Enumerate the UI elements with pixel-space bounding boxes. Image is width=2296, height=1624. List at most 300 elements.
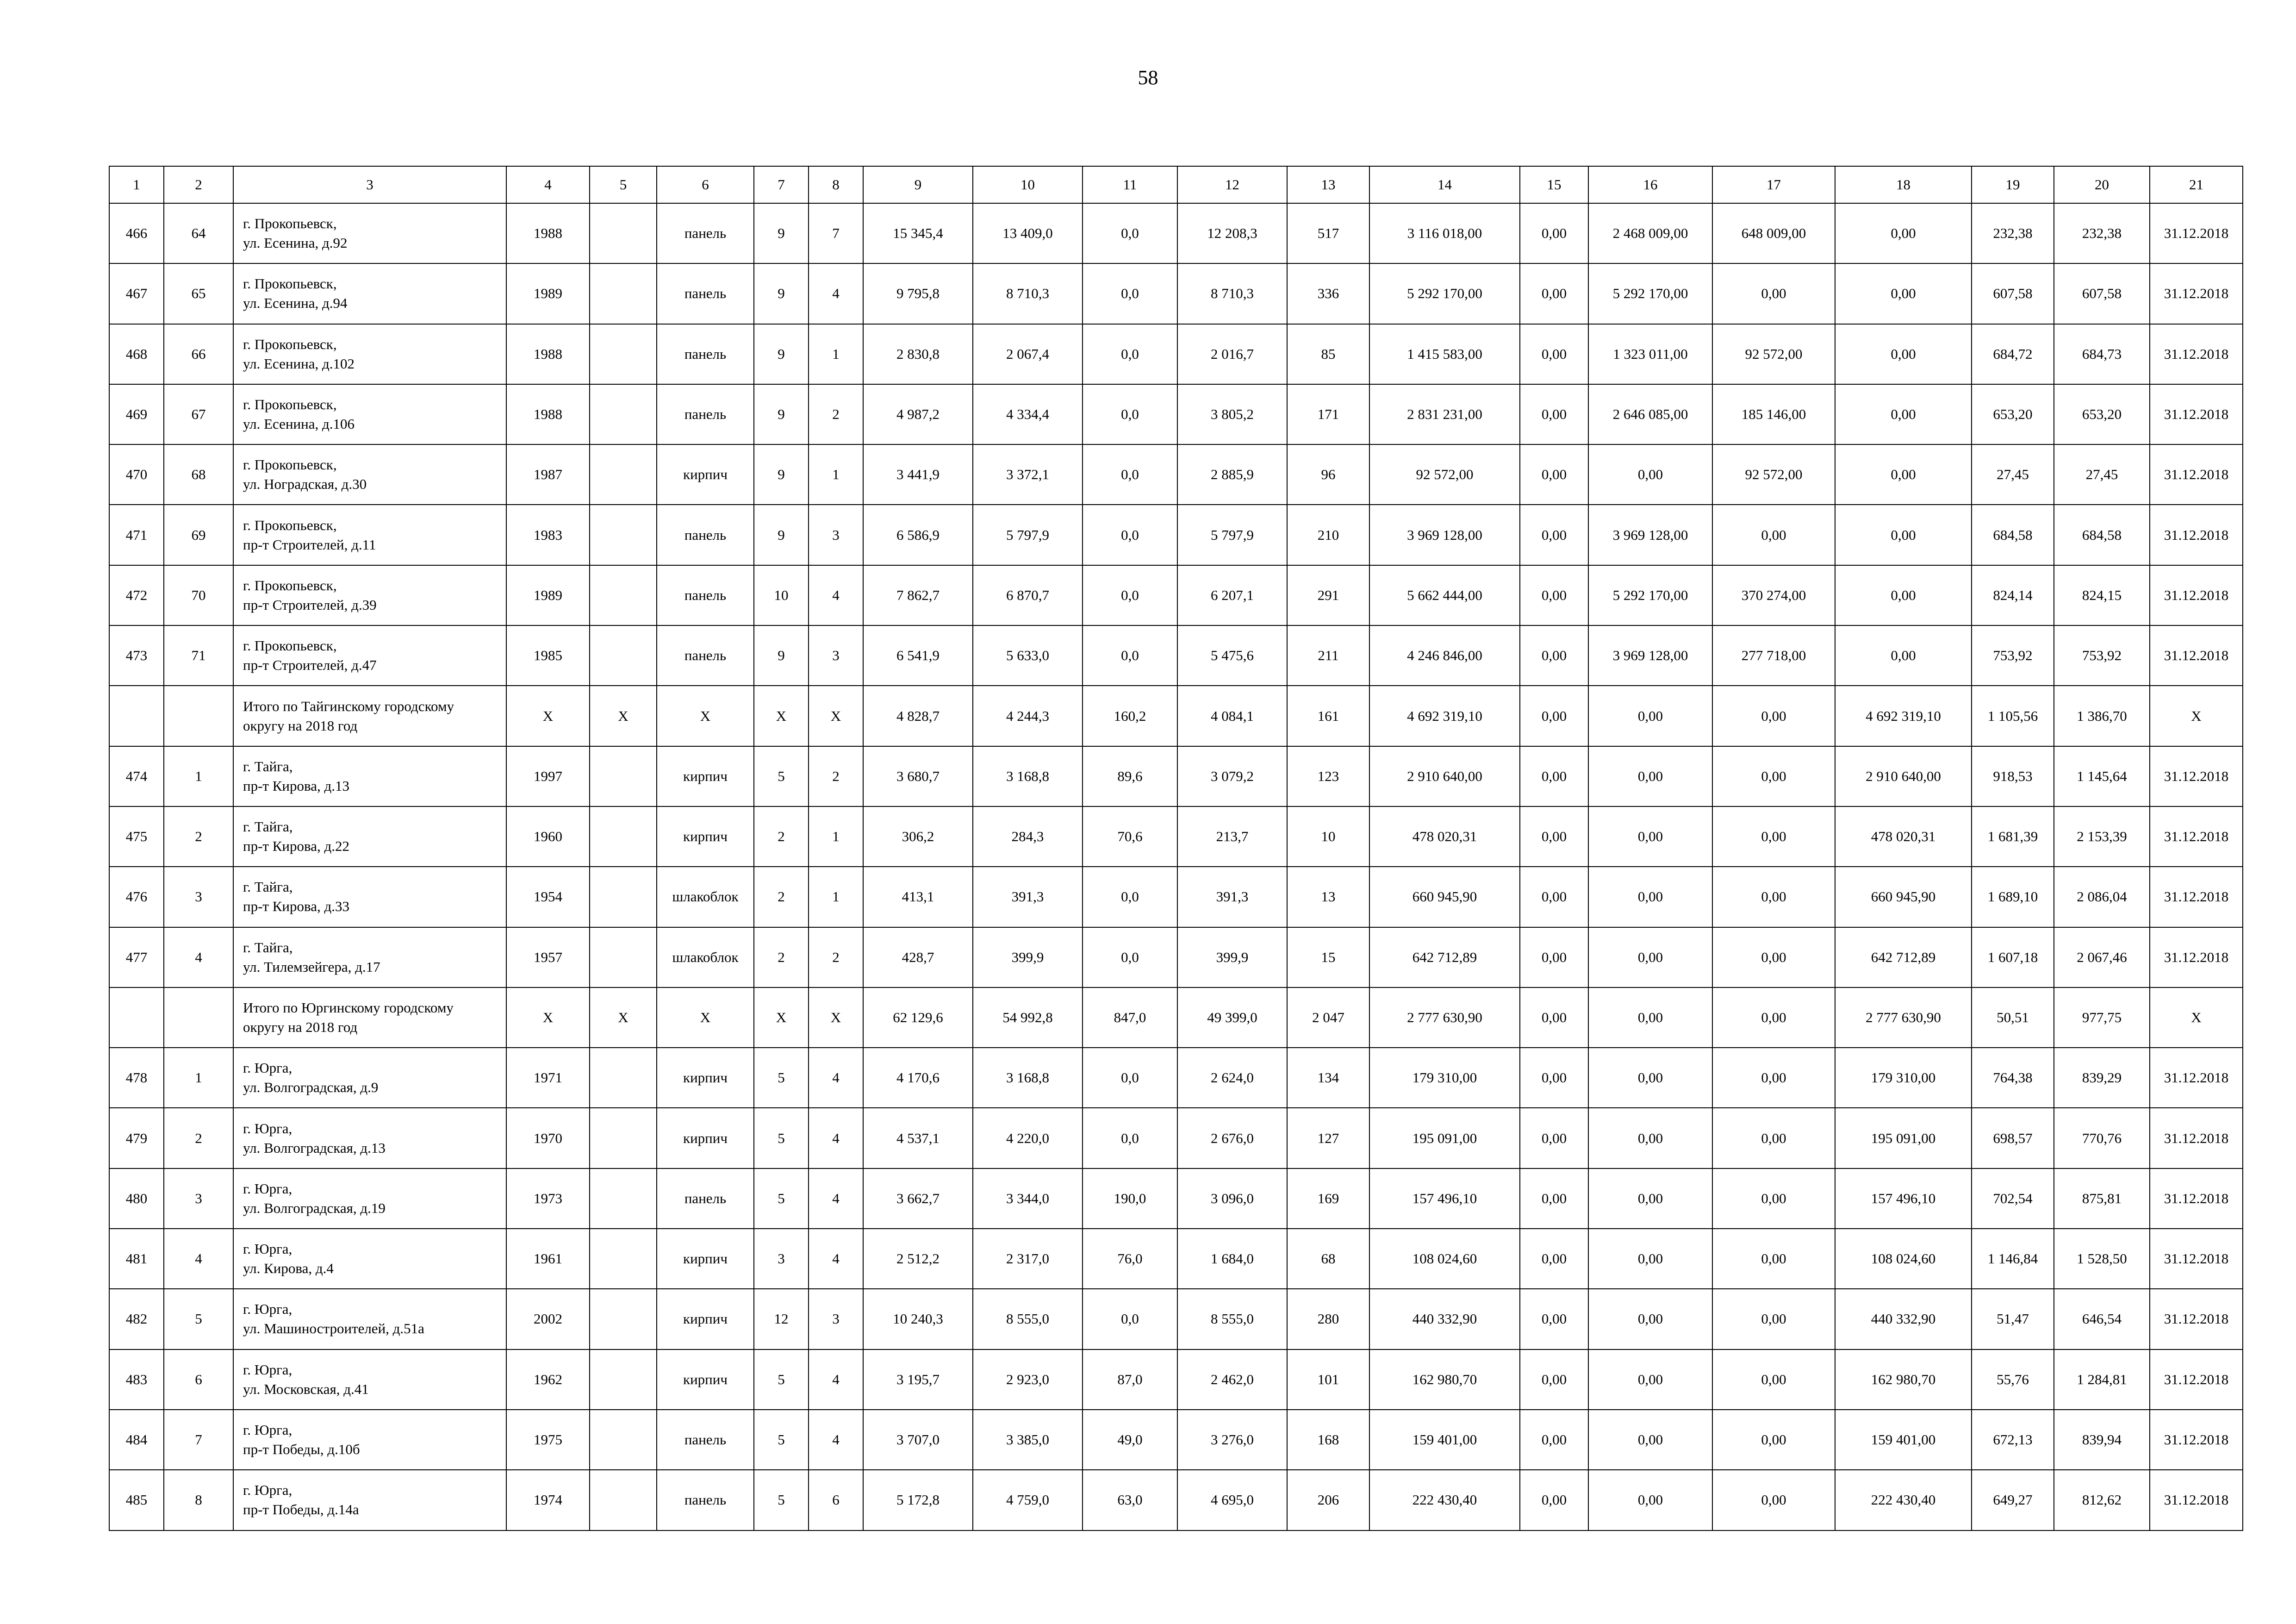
cell-col-16: 0,00 — [1588, 867, 1712, 927]
cell-col-6: кирпич — [657, 444, 754, 505]
cell-col-10: 391,3 — [973, 867, 1083, 927]
cell-col-19: 684,58 — [1972, 505, 2054, 565]
cell-col-18: 478 020,31 — [1835, 806, 1972, 867]
cell-col-9: 4 987,2 — [863, 384, 973, 444]
table-row — [109, 203, 2243, 263]
column-header-9: 9 — [863, 166, 973, 203]
cell-col-7: 5 — [754, 1349, 809, 1410]
address-cell — [233, 1349, 506, 1410]
cell-col-21: 31.12.2018 — [2150, 1470, 2243, 1530]
cell-col-18: 0,00 — [1835, 384, 1972, 444]
cell-col-5 — [590, 384, 657, 444]
cell-col-6: панель — [657, 384, 754, 444]
cell-col-5 — [590, 444, 657, 505]
address-line-2: ул. Волгоградская, д.19 — [243, 1199, 386, 1216]
cell-col-6: кирпич — [657, 1289, 754, 1349]
cell-col-8: 2 — [809, 746, 863, 806]
cell-col-9: 3 662,7 — [863, 1168, 973, 1229]
address-line-2: ул. Ноградская, д.30 — [243, 476, 367, 493]
cell-col-10: 4 334,4 — [973, 384, 1083, 444]
cell-col-4: 1962 — [506, 1349, 590, 1410]
cell-col-8: 4 — [809, 1168, 863, 1229]
cell-col-15: 0,00 — [1520, 1349, 1588, 1410]
cell-col-13: 161 — [1287, 686, 1369, 746]
cell-col-14: 2 777 630,90 — [1369, 987, 1520, 1048]
cell-col-2: 4 — [164, 1229, 233, 1289]
address-line-1: г. Прокопьевск, — [243, 215, 337, 232]
cell-col-5 — [590, 505, 657, 565]
cell-col-14: 478 020,31 — [1369, 806, 1520, 867]
cell-col-9: 4 170,6 — [863, 1048, 973, 1108]
cell-col-11: 87,0 — [1083, 1349, 1177, 1410]
cell-col-7: 5 — [754, 746, 809, 806]
cell-col-7: 9 — [754, 384, 809, 444]
address-cell — [233, 324, 506, 384]
cell-col-11: 0,0 — [1083, 625, 1177, 686]
cell-col-6: шлакоблок — [657, 867, 754, 927]
table-row — [109, 625, 2243, 686]
cell-col-14: 4 246 846,00 — [1369, 625, 1520, 686]
cell-col-12: 3 079,2 — [1177, 746, 1287, 806]
address-line-1: г. Юрга, — [243, 1301, 292, 1318]
cell-col-11: 0,0 — [1083, 565, 1177, 625]
cell-col-6: панель — [657, 263, 754, 324]
cell-col-19: 1 105,56 — [1972, 686, 2054, 746]
cell-col-4: 1983 — [506, 505, 590, 565]
cell-col-14: 222 430,40 — [1369, 1470, 1520, 1530]
cell-col-13: 210 — [1287, 505, 1369, 565]
cell-col-8: 1 — [809, 444, 863, 505]
cell-col-8: 4 — [809, 1229, 863, 1289]
cell-col-18: 159 401,00 — [1835, 1410, 1972, 1470]
cell-col-6: кирпич — [657, 1229, 754, 1289]
cell-col-4: 1975 — [506, 1410, 590, 1470]
table-row — [109, 444, 2243, 505]
cell-col-10: 3 372,1 — [973, 444, 1083, 505]
cell-col-5 — [590, 1470, 657, 1530]
cell-col-7: 9 — [754, 625, 809, 686]
cell-col-10: 4 220,0 — [973, 1108, 1083, 1168]
subtotal-row — [109, 686, 2243, 746]
cell-col-19: 702,54 — [1972, 1168, 2054, 1229]
cell-col-8: 3 — [809, 505, 863, 565]
cell-col-11: 0,0 — [1083, 384, 1177, 444]
cell-col-16: 3 969 128,00 — [1588, 625, 1712, 686]
cell-col-1 — [109, 686, 164, 746]
cell-col-4: 1970 — [506, 1108, 590, 1168]
address-line-2: пр-т Кирова, д.22 — [243, 838, 349, 855]
cell-col-8: X — [809, 686, 863, 746]
cell-col-15: 0,00 — [1520, 444, 1588, 505]
address-line-2: пр-т Строителей, д.11 — [243, 536, 376, 553]
cell-col-9: 413,1 — [863, 867, 973, 927]
cell-col-4: 1954 — [506, 867, 590, 927]
column-header-17: 17 — [1712, 166, 1835, 203]
cell-col-16: 0,00 — [1588, 1168, 1712, 1229]
cell-col-15: 0,00 — [1520, 263, 1588, 324]
cell-col-14: 162 980,70 — [1369, 1349, 1520, 1410]
cell-col-6: X — [657, 987, 754, 1048]
address-cell — [233, 746, 506, 806]
cell-col-10: 13 409,0 — [973, 203, 1083, 263]
cell-col-1: 477 — [109, 927, 164, 987]
cell-col-20: 2 086,04 — [2054, 867, 2150, 927]
address-line-1: Итого по Юргинскому городскому — [243, 999, 454, 1016]
cell-col-19: 55,76 — [1972, 1349, 2054, 1410]
cell-col-21: 31.12.2018 — [2150, 1048, 2243, 1108]
cell-col-19: 232,38 — [1972, 203, 2054, 263]
cell-col-4: 1974 — [506, 1470, 590, 1530]
cell-col-16: 0,00 — [1588, 927, 1712, 987]
cell-col-1: 472 — [109, 565, 164, 625]
cell-col-11: 0,0 — [1083, 444, 1177, 505]
cell-col-17: 0,00 — [1712, 1108, 1835, 1168]
column-header-21: 21 — [2150, 166, 2243, 203]
cell-col-13: 85 — [1287, 324, 1369, 384]
cell-col-6: кирпич — [657, 806, 754, 867]
address-cell — [233, 867, 506, 927]
column-header-8: 8 — [809, 166, 863, 203]
cell-col-15: 0,00 — [1520, 927, 1588, 987]
cell-col-1: 471 — [109, 505, 164, 565]
address-line-1: г. Юрга, — [243, 1241, 292, 1257]
cell-col-16: 0,00 — [1588, 444, 1712, 505]
cell-col-10: 3 344,0 — [973, 1168, 1083, 1229]
cell-col-5 — [590, 746, 657, 806]
cell-col-21: 31.12.2018 — [2150, 927, 2243, 987]
cell-col-17: 92 572,00 — [1712, 324, 1835, 384]
cell-col-6: кирпич — [657, 746, 754, 806]
cell-col-8: 4 — [809, 1349, 863, 1410]
cell-col-18: 0,00 — [1835, 565, 1972, 625]
cell-col-5 — [590, 203, 657, 263]
cell-col-16: 0,00 — [1588, 1470, 1712, 1530]
cell-col-20: 607,58 — [2054, 263, 2150, 324]
cell-col-4: 1957 — [506, 927, 590, 987]
cell-col-17: 0,00 — [1712, 1048, 1835, 1108]
address-cell — [233, 203, 506, 263]
cell-col-4: 1960 — [506, 806, 590, 867]
cell-col-19: 698,57 — [1972, 1108, 2054, 1168]
address-line-1: г. Юрга, — [243, 1120, 292, 1137]
cell-col-14: 4 692 319,10 — [1369, 686, 1520, 746]
cell-col-2 — [164, 987, 233, 1048]
cell-col-5 — [590, 1349, 657, 1410]
cell-col-13: 15 — [1287, 927, 1369, 987]
address-cell — [233, 1108, 506, 1168]
cell-col-16: 2 646 085,00 — [1588, 384, 1712, 444]
cell-col-8: X — [809, 987, 863, 1048]
cell-col-11: 0,0 — [1083, 324, 1177, 384]
table-row — [109, 1108, 2243, 1168]
cell-col-10: 2 317,0 — [973, 1229, 1083, 1289]
cell-col-10: 284,3 — [973, 806, 1083, 867]
address-line-1: г. Юрга, — [243, 1180, 292, 1197]
cell-col-1: 481 — [109, 1229, 164, 1289]
cell-col-11: 76,0 — [1083, 1229, 1177, 1289]
cell-col-16: 0,00 — [1588, 806, 1712, 867]
cell-col-17: 0,00 — [1712, 1168, 1835, 1229]
cell-col-8: 6 — [809, 1470, 863, 1530]
cell-col-12: 213,7 — [1177, 806, 1287, 867]
table-row — [109, 505, 2243, 565]
cell-col-19: 1 689,10 — [1972, 867, 2054, 927]
address-cell — [233, 1470, 506, 1530]
cell-col-5 — [590, 1168, 657, 1229]
cell-col-9: 7 862,7 — [863, 565, 973, 625]
cell-col-13: 169 — [1287, 1168, 1369, 1229]
cell-col-11: 0,0 — [1083, 203, 1177, 263]
cell-col-1: 485 — [109, 1470, 164, 1530]
cell-col-2: 67 — [164, 384, 233, 444]
cell-col-10: 2 923,0 — [973, 1349, 1083, 1410]
cell-col-2: 2 — [164, 806, 233, 867]
address-cell — [233, 444, 506, 505]
cell-col-18: 0,00 — [1835, 203, 1972, 263]
cell-col-18: 222 430,40 — [1835, 1470, 1972, 1530]
cell-col-4: X — [506, 686, 590, 746]
cell-col-14: 660 945,90 — [1369, 867, 1520, 927]
cell-col-21: 31.12.2018 — [2150, 806, 2243, 867]
cell-col-2: 68 — [164, 444, 233, 505]
cell-col-2: 65 — [164, 263, 233, 324]
cell-col-16: 0,00 — [1588, 1229, 1712, 1289]
cell-col-4: 1988 — [506, 384, 590, 444]
address-line-2: пр-т Победы, д.10б — [243, 1441, 360, 1458]
cell-col-9: 3 441,9 — [863, 444, 973, 505]
cell-col-6: кирпич — [657, 1108, 754, 1168]
cell-col-14: 92 572,00 — [1369, 444, 1520, 505]
cell-col-11: 63,0 — [1083, 1470, 1177, 1530]
cell-col-19: 918,53 — [1972, 746, 2054, 806]
cell-col-18: 195 091,00 — [1835, 1108, 1972, 1168]
cell-col-16: 0,00 — [1588, 987, 1712, 1048]
cell-col-11: 160,2 — [1083, 686, 1177, 746]
cell-col-13: 68 — [1287, 1229, 1369, 1289]
column-header-6: 6 — [657, 166, 754, 203]
cell-col-20: 684,73 — [2054, 324, 2150, 384]
cell-col-21: 31.12.2018 — [2150, 867, 2243, 927]
cell-col-5 — [590, 1229, 657, 1289]
cell-col-7: 5 — [754, 1168, 809, 1229]
cell-col-19: 51,47 — [1972, 1289, 2054, 1349]
cell-col-14: 2 910 640,00 — [1369, 746, 1520, 806]
cell-col-20: 232,38 — [2054, 203, 2150, 263]
address-cell — [233, 927, 506, 987]
cell-col-16: 5 292 170,00 — [1588, 565, 1712, 625]
table-row — [109, 1168, 2243, 1229]
cell-col-4: 1997 — [506, 746, 590, 806]
cell-col-21: 31.12.2018 — [2150, 1410, 2243, 1470]
cell-col-15: 0,00 — [1520, 746, 1588, 806]
cell-col-5 — [590, 1048, 657, 1108]
cell-col-13: 206 — [1287, 1470, 1369, 1530]
cell-col-19: 764,38 — [1972, 1048, 2054, 1108]
cell-col-5 — [590, 927, 657, 987]
cell-col-18: 157 496,10 — [1835, 1168, 1972, 1229]
cell-col-21: X — [2150, 987, 2243, 1048]
table-row — [109, 324, 2243, 384]
cell-col-13: 171 — [1287, 384, 1369, 444]
cell-col-20: 1 386,70 — [2054, 686, 2150, 746]
cell-col-18: 660 945,90 — [1835, 867, 1972, 927]
cell-col-1: 469 — [109, 384, 164, 444]
cell-col-17: 0,00 — [1712, 927, 1835, 987]
cell-col-12: 1 684,0 — [1177, 1229, 1287, 1289]
cell-col-18: 0,00 — [1835, 505, 1972, 565]
cell-col-12: 399,9 — [1177, 927, 1287, 987]
cell-col-19: 27,45 — [1972, 444, 2054, 505]
cell-col-21: 31.12.2018 — [2150, 625, 2243, 686]
cell-col-12: 49 399,0 — [1177, 987, 1287, 1048]
cell-col-17: 648 009,00 — [1712, 203, 1835, 263]
cell-col-12: 2 462,0 — [1177, 1349, 1287, 1410]
cell-col-18: 0,00 — [1835, 625, 1972, 686]
cell-col-9: 306,2 — [863, 806, 973, 867]
column-header-4: 4 — [506, 166, 590, 203]
cell-col-10: 4 244,3 — [973, 686, 1083, 746]
cell-col-20: 812,62 — [2054, 1470, 2150, 1530]
cell-col-4: 1973 — [506, 1168, 590, 1229]
cell-col-21: 31.12.2018 — [2150, 1108, 2243, 1168]
cell-col-16: 5 292 170,00 — [1588, 263, 1712, 324]
cell-col-6: панель — [657, 203, 754, 263]
cell-col-13: 2 047 — [1287, 987, 1369, 1048]
cell-col-1: 484 — [109, 1410, 164, 1470]
cell-col-19: 684,72 — [1972, 324, 2054, 384]
cell-col-11: 0,0 — [1083, 1108, 1177, 1168]
cell-col-2: 4 — [164, 927, 233, 987]
cell-col-20: 839,29 — [2054, 1048, 2150, 1108]
cell-col-15: 0,00 — [1520, 1470, 1588, 1530]
address-line-2: ул. Есенина, д.92 — [243, 235, 348, 251]
address-line-1: г. Юрга, — [243, 1361, 292, 1378]
cell-col-11: 190,0 — [1083, 1168, 1177, 1229]
housing-register-table — [109, 166, 2243, 1531]
cell-col-17: 370 274,00 — [1712, 565, 1835, 625]
cell-col-15: 0,00 — [1520, 1410, 1588, 1470]
cell-col-9: 62 129,6 — [863, 987, 973, 1048]
cell-col-12: 4 695,0 — [1177, 1470, 1287, 1530]
cell-col-6: X — [657, 686, 754, 746]
column-header-12: 12 — [1177, 166, 1287, 203]
cell-col-12: 2 016,7 — [1177, 324, 1287, 384]
column-header-3: 3 — [233, 166, 506, 203]
address-cell — [233, 1410, 506, 1470]
column-header-16: 16 — [1588, 166, 1712, 203]
cell-col-9: 428,7 — [863, 927, 973, 987]
cell-col-11: 0,0 — [1083, 505, 1177, 565]
cell-col-16: 0,00 — [1588, 1289, 1712, 1349]
cell-col-18: 0,00 — [1835, 444, 1972, 505]
cell-col-12: 6 207,1 — [1177, 565, 1287, 625]
cell-col-6: панель — [657, 505, 754, 565]
cell-col-10: 4 759,0 — [973, 1470, 1083, 1530]
address-cell — [233, 263, 506, 324]
cell-col-13: 134 — [1287, 1048, 1369, 1108]
address-line-1: г. Тайга, — [243, 758, 293, 775]
cell-col-13: 101 — [1287, 1349, 1369, 1410]
cell-col-21: 31.12.2018 — [2150, 1168, 2243, 1229]
address-line-2: ул. Есенина, д.102 — [243, 355, 355, 372]
cell-col-19: 653,20 — [1972, 384, 2054, 444]
cell-col-8: 1 — [809, 867, 863, 927]
cell-col-18: 2 777 630,90 — [1835, 987, 1972, 1048]
cell-col-15: 0,00 — [1520, 505, 1588, 565]
cell-col-12: 4 084,1 — [1177, 686, 1287, 746]
cell-col-17: 0,00 — [1712, 806, 1835, 867]
table-row — [109, 1349, 2243, 1410]
column-header-15: 15 — [1520, 166, 1588, 203]
cell-col-12: 391,3 — [1177, 867, 1287, 927]
cell-col-21: 31.12.2018 — [2150, 565, 2243, 625]
cell-col-13: 211 — [1287, 625, 1369, 686]
cell-col-21: 31.12.2018 — [2150, 1349, 2243, 1410]
cell-col-4: X — [506, 987, 590, 1048]
cell-col-2: 3 — [164, 1168, 233, 1229]
cell-col-10: 54 992,8 — [973, 987, 1083, 1048]
cell-col-18: 2 910 640,00 — [1835, 746, 1972, 806]
cell-col-8: 2 — [809, 927, 863, 987]
cell-col-5 — [590, 263, 657, 324]
cell-col-2: 1 — [164, 1048, 233, 1108]
cell-col-16: 0,00 — [1588, 1349, 1712, 1410]
cell-col-8: 1 — [809, 806, 863, 867]
cell-col-7: 2 — [754, 867, 809, 927]
cell-col-12: 5 797,9 — [1177, 505, 1287, 565]
cell-col-1: 482 — [109, 1289, 164, 1349]
cell-col-14: 1 415 583,00 — [1369, 324, 1520, 384]
column-header-1: 1 — [109, 166, 164, 203]
cell-col-21: 31.12.2018 — [2150, 324, 2243, 384]
address-line-1: г. Тайга, — [243, 879, 293, 895]
cell-col-15: 0,00 — [1520, 565, 1588, 625]
address-line-1: г. Юрга, — [243, 1422, 292, 1438]
address-line-1: г. Тайга, — [243, 818, 293, 835]
table-row — [109, 1048, 2243, 1108]
cell-col-12: 3 276,0 — [1177, 1410, 1287, 1470]
address-line-1: г. Прокопьевск, — [243, 517, 337, 533]
cell-col-20: 977,75 — [2054, 987, 2150, 1048]
cell-col-15: 0,00 — [1520, 324, 1588, 384]
address-line-1: г. Прокопьевск, — [243, 275, 337, 292]
address-cell — [233, 625, 506, 686]
cell-col-11: 0,0 — [1083, 867, 1177, 927]
cell-col-10: 5 633,0 — [973, 625, 1083, 686]
cell-col-7: 2 — [754, 927, 809, 987]
cell-col-15: 0,00 — [1520, 1168, 1588, 1229]
cell-col-7: 5 — [754, 1108, 809, 1168]
cell-col-12: 3 805,2 — [1177, 384, 1287, 444]
column-header-19: 19 — [1972, 166, 2054, 203]
cell-col-18: 0,00 — [1835, 324, 1972, 384]
cell-col-6: панель — [657, 324, 754, 384]
cell-col-15: 0,00 — [1520, 1289, 1588, 1349]
address-line-2: округу на 2018 год — [243, 1019, 358, 1035]
cell-col-1: 483 — [109, 1349, 164, 1410]
cell-col-9: 6 586,9 — [863, 505, 973, 565]
cell-col-8: 3 — [809, 625, 863, 686]
cell-col-16: 0,00 — [1588, 686, 1712, 746]
cell-col-15: 0,00 — [1520, 1048, 1588, 1108]
cell-col-10: 8 555,0 — [973, 1289, 1083, 1349]
cell-col-9: 15 345,4 — [863, 203, 973, 263]
cell-col-14: 159 401,00 — [1369, 1410, 1520, 1470]
cell-col-21: 31.12.2018 — [2150, 505, 2243, 565]
column-header-14: 14 — [1369, 166, 1520, 203]
cell-col-11: 0,0 — [1083, 927, 1177, 987]
cell-col-13: 10 — [1287, 806, 1369, 867]
